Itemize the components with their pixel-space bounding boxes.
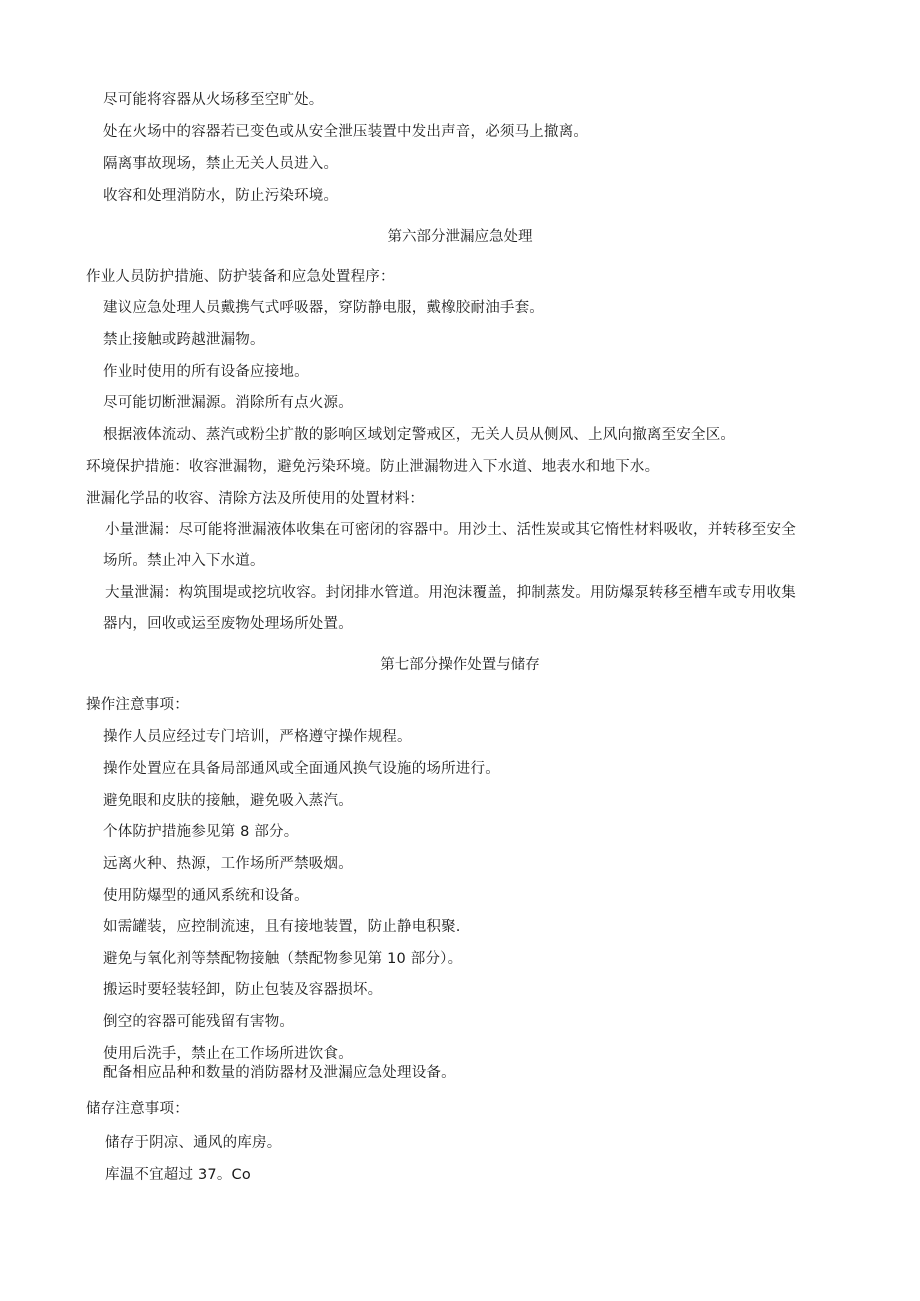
fire-measure-item: 收容和处理消防水，防止污染环境。 — [103, 188, 339, 204]
personnel-measure-item: 建议应急处理人员戴携气式呼吸器，穿防静电服，戴橡胶耐油手套。 — [103, 300, 544, 316]
operation-item: 避免眼和皮肤的接触，避免吸入蒸汽。 — [103, 793, 353, 809]
cleanup-label: 泄漏化学品的收容、清除方法及所使用的处置材料： — [86, 491, 425, 507]
operation-item: 倒空的容器可能残留有害物。 — [103, 1014, 295, 1030]
personnel-measure-item: 根据液体流动、蒸汽或粉尘扩散的影响区域划定警戒区，无关人员从侧风、上风向撤离至安全区。 — [103, 427, 736, 443]
operation-item: 搬运时要轻装轻卸，防止包装及容器损坏。 — [103, 982, 383, 998]
fire-measure-item: 处在火场中的容器若已变色或从安全泄压装置中发出声音，必须马上撤离。 — [103, 124, 589, 140]
operation-label: 操作注意事项： — [86, 697, 189, 713]
fire-measure-item: 隔离事故现场，禁止无关人员进入。 — [103, 156, 339, 172]
large-spill-text-continued: 器内，回收或运至废物处理场所处置。 — [103, 616, 353, 632]
section6-title: 第六部分泄漏应急处理 — [387, 229, 533, 245]
section6-personnel-label: 作业人员防护措施、防护装备和应急处置程序： — [86, 269, 395, 285]
operation-item: 如需罐装，应控制流速，且有接地装置，防止静电积聚. — [103, 919, 461, 935]
personnel-measure-item: 尽可能切断泄漏源。消除所有点火源。 — [103, 395, 353, 411]
personnel-measure-item: 作业时使用的所有设备应接地。 — [103, 364, 309, 380]
environment-protection: 环境保护措施：收容泄漏物，避免污染环境。防止泄漏物进入下水道、地表水和地下水。 — [86, 459, 660, 475]
storage-label: 储存注意事项： — [86, 1101, 189, 1117]
operation-item: 操作处置应在具备局部通风或全面通风换气设施的场所进行。 — [103, 761, 500, 777]
operation-item: 避免与氧化剂等禁配物接触（禁配物参见第 10 部分）。 — [103, 951, 463, 967]
operation-item: 个体防护措施参见第 8 部分。 — [103, 824, 299, 840]
operation-item: 使用防爆型的通风系统和设备。 — [103, 888, 309, 904]
section7-title: 第七部分操作处置与储存 — [380, 657, 540, 673]
operation-item: 操作人员应经过专门培训，严格遵守操作规程。 — [103, 729, 412, 745]
operation-item: 使用后洗手，禁止在工作场所进饮食。 — [103, 1046, 353, 1062]
fire-measure-item: 尽可能将容器从火场移至空旷处。 — [103, 92, 324, 108]
storage-item: 库温不宜超过 37。Co — [105, 1167, 251, 1183]
personnel-measure-item: 禁止接触或跨越泄漏物。 — [103, 332, 265, 348]
operation-item: 配备相应品种和数量的消防器材及泄漏应急处理设备。 — [103, 1065, 456, 1081]
storage-item: 储存于阴凉、通风的库房。 — [105, 1135, 282, 1151]
small-spill-text: 小量泄漏：尽可能将泄漏液体收集在可密闭的容器中。用沙土、活性炭或其它惰性材料吸收，并转移至安全 — [105, 522, 796, 538]
operation-item: 远离火种、热源，工作场所严禁吸烟。 — [103, 856, 353, 872]
large-spill-text: 大量泄漏：构筑围堤或挖坑收容。封闭排水管道。用泡沫覆盖，抑制蒸发。用防爆泵转移至槽车或专用收集 — [105, 585, 796, 601]
small-spill-text-continued: 场所。禁止冲入下水道。 — [103, 553, 265, 569]
